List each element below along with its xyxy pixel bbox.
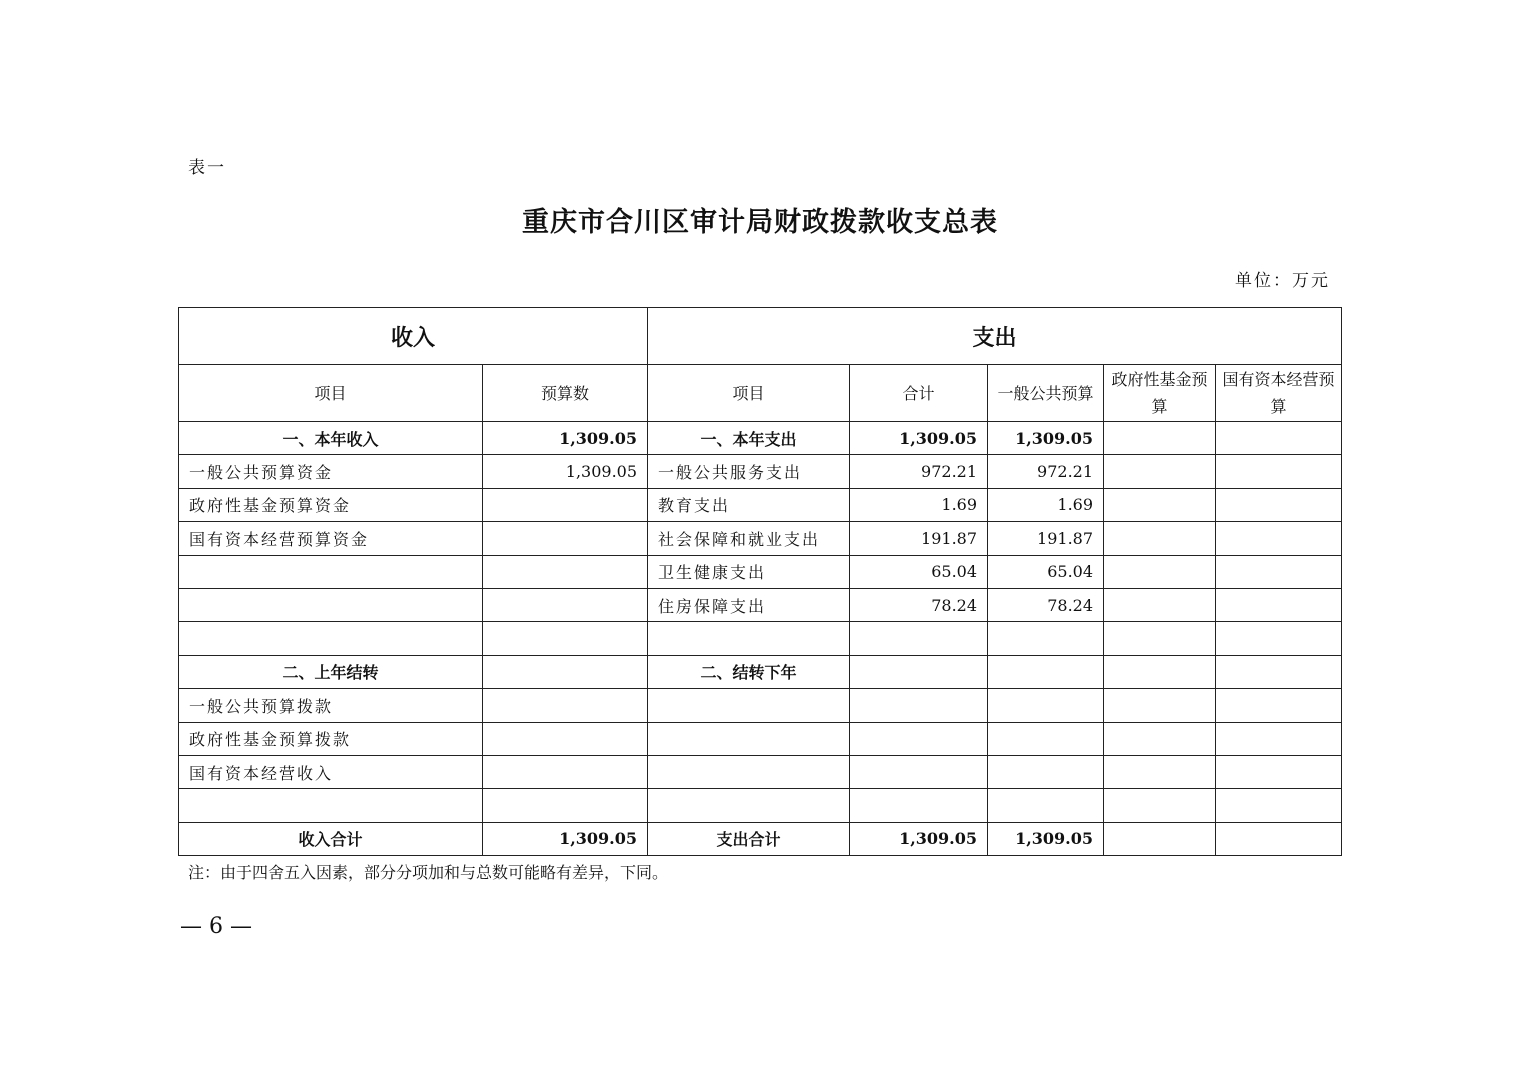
general-budget-cell: 972.21	[988, 455, 1104, 488]
income-budget-cell: 1,309.05	[483, 822, 648, 855]
gov-fund-cell	[1104, 422, 1216, 455]
table-row	[179, 755, 1342, 788]
expense-item-cell	[648, 755, 850, 788]
income-budget-cell	[483, 655, 648, 688]
income-item-cell	[179, 789, 483, 822]
gov-fund-cell	[1104, 522, 1216, 555]
budget-table	[178, 307, 1342, 856]
general-budget-cell: 1,309.05	[988, 422, 1104, 455]
state-capital-cell	[1216, 555, 1342, 588]
total-cell: 65.04	[850, 555, 988, 588]
col-income-item: 项目	[179, 365, 483, 422]
general-budget-cell	[988, 755, 1104, 788]
column-header-row	[179, 365, 1342, 422]
col-expense-item: 项目	[648, 365, 850, 422]
table-row	[179, 522, 1342, 555]
expense-item-cell: 教育支出	[648, 488, 850, 521]
income-item-cell: 国有资本经营收入	[179, 755, 483, 788]
income-item-cell: 政府性基金预算资金	[179, 488, 483, 521]
total-cell: 972.21	[850, 455, 988, 488]
general-budget-cell	[988, 722, 1104, 755]
total-cell	[850, 622, 988, 655]
income-item-cell: 二、上年结转	[179, 655, 483, 688]
expense-item-cell: 一般公共服务支出	[648, 455, 850, 488]
income-item-cell: 一、本年收入	[179, 422, 483, 455]
table-label: 表一	[188, 158, 226, 178]
state-capital-cell	[1216, 522, 1342, 555]
state-capital-cell	[1216, 689, 1342, 722]
income-budget-cell: 1,309.05	[483, 455, 648, 488]
section-header-row	[179, 308, 1342, 365]
income-budget-cell	[483, 555, 648, 588]
income-item-cell: 一般公共预算资金	[179, 455, 483, 488]
income-budget-cell	[483, 789, 648, 822]
gov-fund-cell	[1104, 755, 1216, 788]
income-item-cell: 政府性基金预算拨款	[179, 722, 483, 755]
state-capital-cell	[1216, 488, 1342, 521]
general-budget-cell	[988, 689, 1104, 722]
income-budget-cell: 1,309.05	[483, 422, 648, 455]
expense-item-cell	[648, 789, 850, 822]
total-cell	[850, 722, 988, 755]
table-row	[179, 555, 1342, 588]
income-item-cell	[179, 588, 483, 621]
expense-item-cell: 社会保障和就业支出	[648, 522, 850, 555]
expense-item-cell	[648, 622, 850, 655]
col-gov-fund: 政府性基金预算	[1104, 365, 1216, 422]
expense-item-cell: 住房保障支出	[648, 588, 850, 621]
expense-item-cell: 卫生健康支出	[648, 555, 850, 588]
general-budget-cell: 1.69	[988, 488, 1104, 521]
gov-fund-cell	[1104, 722, 1216, 755]
income-budget-cell	[483, 755, 648, 788]
total-cell: 191.87	[850, 522, 988, 555]
col-general-budget: 一般公共预算	[988, 365, 1104, 422]
unit-label: 单位：万元	[1235, 271, 1330, 291]
total-cell	[850, 655, 988, 688]
col-total: 合计	[850, 365, 988, 422]
col-state-capital: 国有资本经营预算	[1216, 365, 1342, 422]
income-item-cell: 收入合计	[179, 822, 483, 855]
total-cell: 78.24	[850, 588, 988, 621]
state-capital-cell	[1216, 789, 1342, 822]
expense-item-cell: 二、结转下年	[648, 655, 850, 688]
gov-fund-cell	[1104, 822, 1216, 855]
total-cell	[850, 789, 988, 822]
gov-fund-cell	[1104, 689, 1216, 722]
table-row	[179, 455, 1342, 488]
income-budget-cell	[483, 622, 648, 655]
state-capital-cell	[1216, 755, 1342, 788]
general-budget-cell: 78.24	[988, 588, 1104, 621]
gov-fund-cell	[1104, 588, 1216, 621]
income-item-cell	[179, 622, 483, 655]
col-income-budget: 预算数	[483, 365, 648, 422]
general-budget-cell	[988, 622, 1104, 655]
table-row	[179, 622, 1342, 655]
income-section-header: 收入	[179, 308, 648, 365]
general-budget-cell: 65.04	[988, 555, 1104, 588]
table-row	[179, 722, 1342, 755]
table-row	[179, 655, 1342, 688]
gov-fund-cell	[1104, 622, 1216, 655]
total-cell: 1.69	[850, 488, 988, 521]
total-cell: 1,309.05	[850, 422, 988, 455]
gov-fund-cell	[1104, 789, 1216, 822]
state-capital-cell	[1216, 455, 1342, 488]
state-capital-cell	[1216, 422, 1342, 455]
income-item-cell	[179, 555, 483, 588]
income-budget-cell	[483, 522, 648, 555]
table-row	[179, 588, 1342, 621]
income-budget-cell	[483, 689, 648, 722]
page-title: 重庆市合川区审计局财政拨款收支总表	[522, 207, 998, 238]
table-row	[179, 789, 1342, 822]
income-budget-cell	[483, 488, 648, 521]
table-row	[179, 689, 1342, 722]
total-cell: 1,309.05	[850, 822, 988, 855]
general-budget-cell	[988, 789, 1104, 822]
gov-fund-cell	[1104, 488, 1216, 521]
income-item-cell: 一般公共预算拨款	[179, 689, 483, 722]
expense-item-cell: 一、本年支出	[648, 422, 850, 455]
total-cell	[850, 689, 988, 722]
gov-fund-cell	[1104, 655, 1216, 688]
expense-item-cell: 支出合计	[648, 822, 850, 855]
expense-item-cell	[648, 689, 850, 722]
expense-section-header: 支出	[648, 308, 1342, 365]
state-capital-cell	[1216, 655, 1342, 688]
footnote: 注：由于四舍五入因素，部分分项加和与总数可能略有差异，下同。	[188, 863, 669, 882]
general-budget-cell: 1,309.05	[988, 822, 1104, 855]
table-row	[179, 422, 1342, 455]
state-capital-cell	[1216, 722, 1342, 755]
general-budget-cell: 191.87	[988, 522, 1104, 555]
total-cell	[850, 755, 988, 788]
state-capital-cell	[1216, 622, 1342, 655]
income-budget-cell	[483, 722, 648, 755]
gov-fund-cell	[1104, 455, 1216, 488]
income-item-cell: 国有资本经营预算资金	[179, 522, 483, 555]
income-budget-cell	[483, 588, 648, 621]
state-capital-cell	[1216, 588, 1342, 621]
state-capital-cell	[1216, 822, 1342, 855]
expense-item-cell	[648, 722, 850, 755]
gov-fund-cell	[1104, 555, 1216, 588]
table-row	[179, 488, 1342, 521]
table-row	[179, 822, 1342, 855]
page-number: — 6 —	[180, 914, 252, 939]
general-budget-cell	[988, 655, 1104, 688]
